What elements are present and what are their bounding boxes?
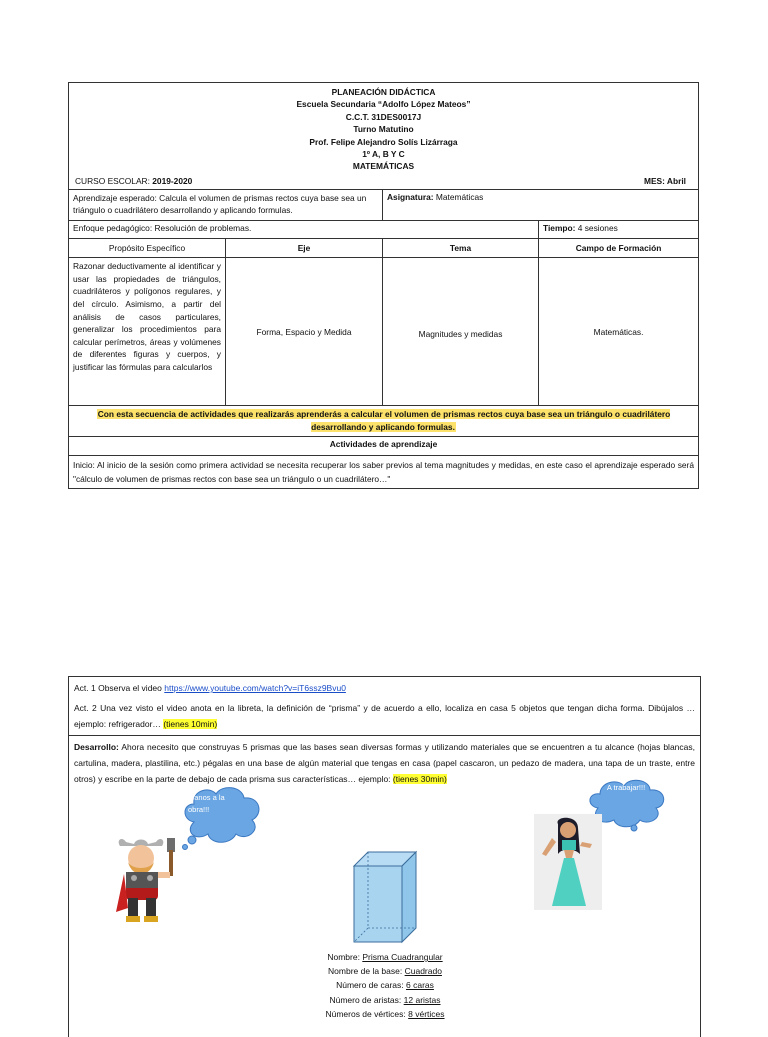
course-year bbox=[75, 175, 192, 187]
desarrollo-label: Desarrollo: bbox=[74, 742, 119, 752]
course-value: 2019-2020 bbox=[152, 175, 193, 186]
header-line: C.C.T. 31DES0017J bbox=[345, 111, 422, 122]
inicio-text: Al inicio de la sesión como primera actividad se necesita recuperar los saber previos al tema magnitudes y medidas, en este caso el aprendizaje esperado será "cálculo de volumen de prismas rectos con base sea un triángulo o un cuadrilátero…" bbox=[73, 460, 694, 485]
tiempo-value: 4 sesiones bbox=[577, 223, 618, 234]
prism-info-row bbox=[300, 1007, 470, 1021]
info-value: 12 aristas bbox=[403, 994, 441, 1005]
prism-info-row bbox=[300, 950, 470, 964]
asignatura-cell bbox=[383, 190, 699, 221]
header-line: MATEMÁTICAS bbox=[352, 161, 415, 172]
proposito-cell: Razonar deductivamente al identificar y usar las propiedades de triángulos, cuadriláteros y polígonos regulares, y del círculo. Asimismo, a partir del análisis de casos particulares, generalizar los procedimientos para calcular perímetros, áreas y volúmenes de diferentes figuras y cuerpos, y justificar las fórmulas para calcularlos bbox=[69, 258, 226, 406]
sequence-text: Con esta secuencia de actividades que realizarás aprenderás a calcular el volumen de prismas rectos cuya base sea un triángulo o cuadrilátero desarrollando y aplicando formulas. bbox=[97, 409, 671, 432]
col-campo: Campo de Formación bbox=[539, 239, 699, 258]
cloud-left-text: Manos a la obra!!! bbox=[188, 793, 225, 814]
header-line: Prof. Felipe Alejandro Solís Lizárraga bbox=[309, 136, 458, 147]
col-proposito: Propósito Específico bbox=[69, 239, 226, 258]
aprendizaje-label: Aprendizaje esperado: bbox=[73, 193, 157, 204]
act1-row bbox=[69, 677, 700, 736]
inicio-cell bbox=[69, 456, 699, 489]
tiempo-label: Tiempo: bbox=[543, 223, 576, 234]
prism-info-row bbox=[300, 964, 470, 978]
aprendizaje-cell bbox=[69, 190, 383, 221]
desarrollo-text: Ahora necesito que construyas 5 prismas que las bases sean diversas formas y utilizando materiales que se encuentren a tu alcance (hojas blancas, cartulina, madera, plastilina, etc.) pégalas en una base de algún material que tengas en casa (papel cascaron, un pedazo de madera, una tapa de un traste, entre otros) y escribe en la parte de debajo de cada prisma sus características… ejemplo: bbox=[74, 742, 695, 784]
col-eje: Eje bbox=[226, 239, 383, 258]
header-line: PLANEACIÓN DIDÁCTICA bbox=[331, 87, 436, 97]
info-label: Nombre de la base: bbox=[328, 966, 403, 977]
act1-text: Act. 1 Observa el video bbox=[74, 683, 162, 693]
month-value: Abril bbox=[666, 175, 686, 186]
asignatura-label: Asignatura: bbox=[387, 192, 434, 203]
enfoque-cell bbox=[69, 221, 539, 239]
act2-row bbox=[74, 700, 695, 732]
princess-illustration bbox=[534, 814, 602, 910]
tema-cell: Magnitudes y medidas bbox=[383, 258, 539, 406]
prism-figure bbox=[350, 848, 420, 946]
info-value: Cuadrado bbox=[404, 966, 442, 977]
info-label: Número de aristas: bbox=[329, 994, 402, 1005]
inicio-label: Inicio: bbox=[73, 460, 95, 471]
header-line: Turno Matutino bbox=[353, 124, 414, 135]
info-label: Número de caras: bbox=[336, 980, 404, 991]
asignatura-value: Matemáticas bbox=[435, 192, 484, 203]
info-value: Prisma Cuadrangular bbox=[362, 952, 443, 962]
info-label: Nombre: bbox=[327, 952, 360, 962]
info-label: Números de vértices: bbox=[325, 1008, 406, 1019]
cloud-right-text: A trabajar!!! bbox=[606, 783, 646, 792]
actividades-title: Actividades de aprendizaje bbox=[69, 437, 699, 456]
aprendizaje-text: Calcula el volumen de prismas rectos cuya base sea un triángulo o cuadrilátero desarrollando y aplicando formulas. bbox=[73, 193, 367, 216]
desarrollo-time: (tienes 30min) bbox=[392, 774, 447, 784]
prism-info-row bbox=[300, 978, 470, 992]
course-label: CURSO ESCOLAR: bbox=[75, 175, 150, 186]
col-tema: Tema bbox=[383, 239, 539, 258]
tiempo-cell bbox=[539, 221, 699, 239]
act2-time: (tienes 10min) bbox=[163, 719, 218, 729]
act2-text: Act. 2 Una vez visto el video anota en la libreta, la definición de “prisma” y de acuerdo a ello, localiza en casa 5 objetos que tengan dicha forma. Dibújalos …ejemplo: refrigerador… bbox=[74, 703, 695, 729]
month bbox=[644, 175, 686, 187]
prism-info bbox=[300, 950, 470, 1021]
info-value: 8 vértices bbox=[408, 1008, 445, 1019]
campo-cell: Matemáticas. bbox=[539, 258, 699, 406]
month-label: MES: bbox=[643, 175, 665, 186]
column-headers bbox=[69, 239, 699, 258]
sequence-cell bbox=[69, 406, 699, 437]
header-line: Escuela Secundaria “Adolfo López Mateos” bbox=[296, 99, 471, 110]
header-line: 1º A, B Y C bbox=[362, 149, 405, 160]
eje-cell: Forma, Espacio y Medida bbox=[226, 258, 383, 406]
info-value: 6 caras bbox=[406, 980, 434, 991]
enfoque-value: Resolución de problemas. bbox=[154, 223, 252, 234]
header-cell bbox=[69, 83, 699, 190]
speech-cloud-left bbox=[180, 782, 266, 850]
video-link[interactable]: https://www.youtube.com/watch?v=iT6ssz9Bvu0 bbox=[164, 683, 346, 693]
superhero-illustration bbox=[112, 832, 182, 924]
prism-info-row bbox=[300, 993, 470, 1007]
course-row bbox=[73, 175, 694, 187]
enfoque-label: Enfoque pedagógico: bbox=[73, 223, 153, 234]
planeacion-table bbox=[68, 82, 699, 489]
